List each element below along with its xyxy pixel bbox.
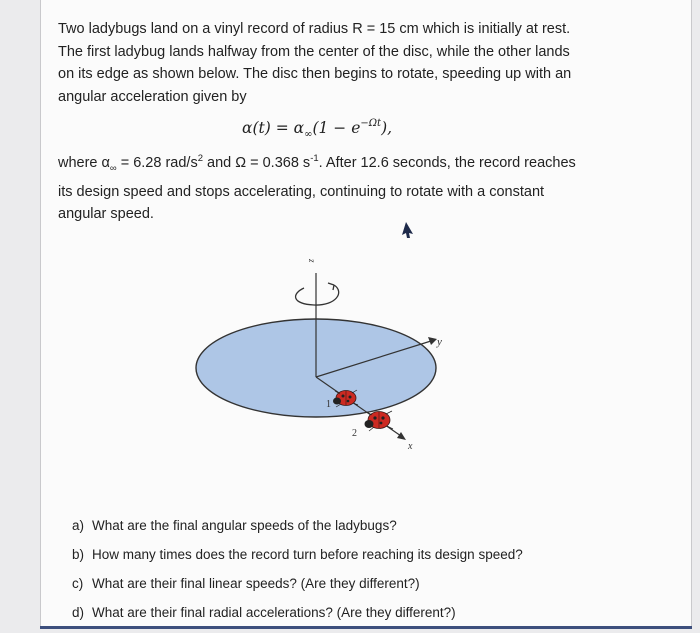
- question-letter: b): [72, 547, 85, 562]
- cursor-arrow-icon: [402, 222, 413, 238]
- ladybug-2-label: 2: [352, 428, 357, 439]
- question-text: What are their final linear speeds? (Are they different?): [92, 576, 420, 591]
- omega-value: and Ω = 0.368 s: [203, 155, 311, 171]
- ladybug-1-label: 1: [326, 399, 331, 410]
- question-c: [72, 576, 420, 591]
- intro-line: Two ladybugs land on a vinyl record of radius R = 15 cm which is initially at rest.: [58, 21, 571, 37]
- intro-line: on its edge as shown below. The disc then begins to rotate, speeding up with an: [58, 66, 572, 83]
- where-line-2: its design speed and stops accelerating, continuing to rotate with a constant: [58, 183, 545, 200]
- where-subscript: ∞: [109, 162, 117, 174]
- question-letter: a): [72, 518, 85, 533]
- question-text: What are the final angular speeds of the ladybugs?: [92, 518, 397, 533]
- question-text: How many times does the record turn before reaching its design speed?: [92, 547, 523, 562]
- omega-exponent: -1: [310, 153, 319, 165]
- alpha-exponent: 2: [197, 153, 203, 165]
- question-letter: d): [72, 605, 85, 620]
- question-text: What are their final radial accelerations? (Are they different?): [92, 605, 456, 620]
- rotation-arrow-icon: [296, 285, 339, 305]
- z-axis-label: z: [307, 259, 317, 263]
- question-d: [72, 605, 456, 620]
- formula-lhs: α(t) = α: [242, 119, 305, 137]
- where-start: where α: [58, 155, 110, 171]
- question-letter: c): [72, 576, 84, 591]
- alpha-value: = 6.28 rad/s: [116, 155, 198, 171]
- intro-line: The first ladybug lands halfway from the center of the disc, while the other lands: [58, 43, 570, 60]
- question-b: [72, 547, 523, 562]
- formula-lhs-subscript: ∞: [304, 129, 313, 141]
- rotation-arrowhead-icon: [328, 283, 334, 290]
- formula-mid: (1 − e: [312, 119, 361, 137]
- question-a: [72, 518, 397, 533]
- where-rest: . After 12.6 seconds, the record reaches: [318, 155, 576, 171]
- formula-exponent: −Ωt: [360, 118, 382, 129]
- intro-line: angular acceleration given by: [58, 89, 247, 106]
- formula-rhs: ),: [381, 119, 393, 137]
- where-line-3: angular speed.: [58, 206, 154, 223]
- x-axis-arrowhead-icon: [397, 432, 406, 440]
- y-axis-label: y: [437, 336, 442, 348]
- x-axis-label: x: [408, 441, 413, 452]
